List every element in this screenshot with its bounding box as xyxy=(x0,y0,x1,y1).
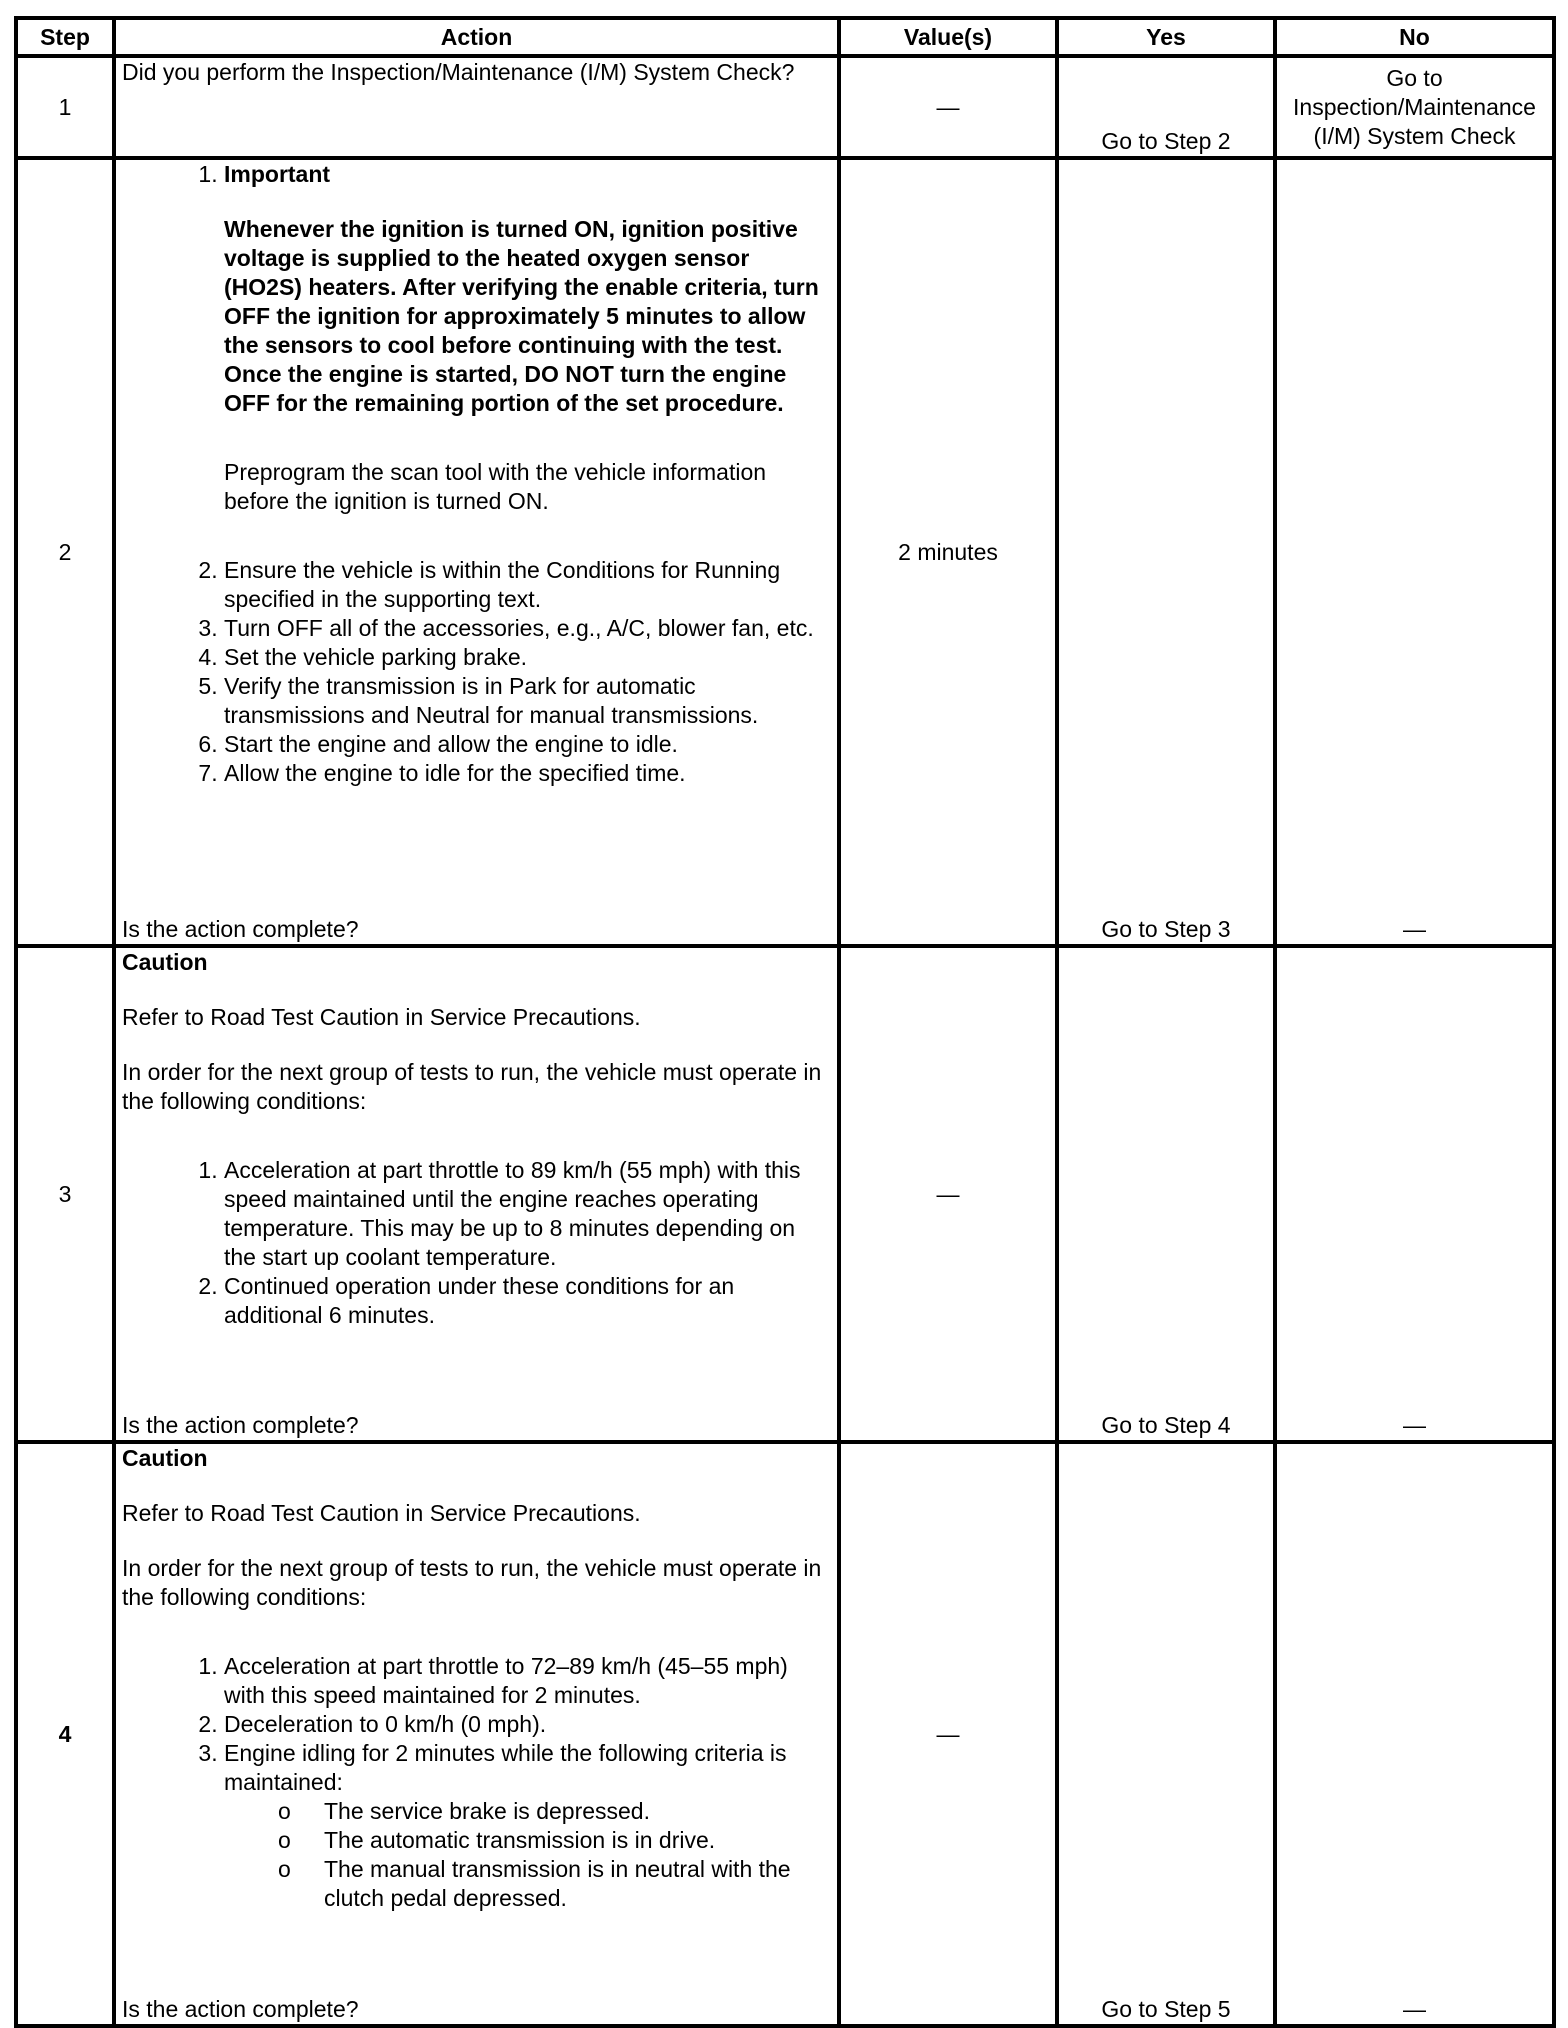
step-number: 1 xyxy=(16,56,114,158)
value-cell: 2 minutes xyxy=(839,158,1057,946)
question-text: Is the action complete? xyxy=(122,1412,359,1438)
header-yes: Yes xyxy=(1057,18,1275,56)
action-text: Did you perform the Inspection/Maintenance (I/M) System Check? xyxy=(122,59,795,85)
no-cell: — xyxy=(1275,1442,1554,2026)
intro-text: In order for the next group of tests to run, the vehicle must operate in the following conditions: xyxy=(122,1555,822,1610)
step-number: 2 xyxy=(16,158,114,946)
table-row xyxy=(16,56,1554,158)
list-item-text: Engine idling for 2 minutes while the following criteria is maintained: xyxy=(224,1740,787,1795)
no-cell: — xyxy=(1275,946,1554,1442)
list-item xyxy=(224,1739,831,1913)
yes-cell: Go to Step 3 xyxy=(1057,158,1275,946)
intro-text: In order for the next group of tests to run, the vehicle must operate in the following conditions: xyxy=(122,1059,822,1114)
question-text: Is the action complete? xyxy=(122,916,359,942)
conditions-list xyxy=(122,1156,831,1330)
caution-title: Caution xyxy=(122,949,208,975)
value-cell: — xyxy=(839,946,1057,1442)
refer-text: Refer to Road Test Caution in Service Precautions. xyxy=(122,1004,641,1030)
action-cell xyxy=(114,56,839,158)
list-item: 7. Allow the engine to idle for the specified time. xyxy=(224,759,831,788)
refer-text: Refer to Road Test Caution in Service Precautions. xyxy=(122,1500,641,1526)
no-cell: — xyxy=(1275,158,1554,946)
yes-cell: Go to Step 4 xyxy=(1057,946,1275,1442)
preprogram-text: Preprogram the scan tool with the vehicle information before the ignition is turned ON. xyxy=(224,459,767,514)
table-row xyxy=(16,946,1554,1442)
sub-list-item: o The automatic transmission is in drive. xyxy=(324,1826,831,1855)
list-item: 3. Turn OFF all of the accessories, e.g., A/C, blower fan, etc. xyxy=(224,614,831,643)
criteria-list xyxy=(224,1797,831,1913)
action-cell xyxy=(114,946,839,1442)
yes-cell: Go to Step 2 xyxy=(1057,56,1275,158)
sub-list-item: o The manual transmission is in neutral with the clutch pedal depressed. xyxy=(324,1855,831,1913)
table-row xyxy=(16,158,1554,946)
step-number: 4 xyxy=(16,1442,114,2026)
caution-title: Caution xyxy=(122,1445,208,1471)
table-header-row xyxy=(16,18,1554,56)
value-cell: — xyxy=(839,56,1057,158)
list-item: 2. Deceleration to 0 km/h (0 mph). xyxy=(224,1710,831,1739)
header-no: No xyxy=(1275,18,1554,56)
yes-cell: Go to Step 5 xyxy=(1057,1442,1275,2026)
list-item: 5. Verify the transmission is in Park for automatic transmissions and Neutral for manual transmissions. xyxy=(224,672,831,730)
list-item: 1. Acceleration at part throttle to 72–89 km/h (45–55 mph) with this speed maintained for 2 minutes. xyxy=(224,1652,831,1710)
header-step: Step xyxy=(16,18,114,56)
list-item xyxy=(224,160,831,556)
value-cell: — xyxy=(839,1442,1057,2026)
list-item: 2. Ensure the vehicle is within the Conditions for Running specified in the supporting text. xyxy=(224,556,831,614)
important-title: 1. Important xyxy=(224,161,331,187)
table-row xyxy=(16,1442,1554,2026)
question-text: Is the action complete? xyxy=(122,1996,359,2022)
list-item: 4. Set the vehicle parking brake. xyxy=(224,643,831,672)
header-values: Value(s) xyxy=(839,18,1057,56)
step-number: 3 xyxy=(16,946,114,1442)
action-cell xyxy=(114,158,839,946)
diagnostic-table xyxy=(14,16,1556,2028)
list-item: 1. Acceleration at part throttle to 89 km/h (55 mph) with this speed maintained until the engine reaches operating temperature. This may be up to 8 minutes depending on the start up coolant temperature. xyxy=(224,1156,831,1272)
sub-list-item: o The service brake is depressed. xyxy=(324,1797,831,1826)
action-cell xyxy=(114,1442,839,2026)
conditions-list xyxy=(122,1652,831,1913)
important-text: Whenever the ignition is turned ON, ignition positive voltage is supplied to the heated oxygen sensor (HO2S) heaters. After verifying the enable criteria, turn OFF the ignition for approximately 5 minutes to allow the sensors to cool before continuing with the test. Once the engine is started, DO NOT turn the engine OFF for the remaining portion of the set procedure. xyxy=(224,216,819,416)
no-cell: Go to Inspection/Maintenance (I/M) System Check xyxy=(1275,56,1554,158)
list-item: 2. Continued operation under these conditions for an additional 6 minutes. xyxy=(224,1272,831,1330)
procedure-list xyxy=(122,160,831,788)
header-action: Action xyxy=(114,18,839,56)
list-item: 6. Start the engine and allow the engine to idle. xyxy=(224,730,831,759)
